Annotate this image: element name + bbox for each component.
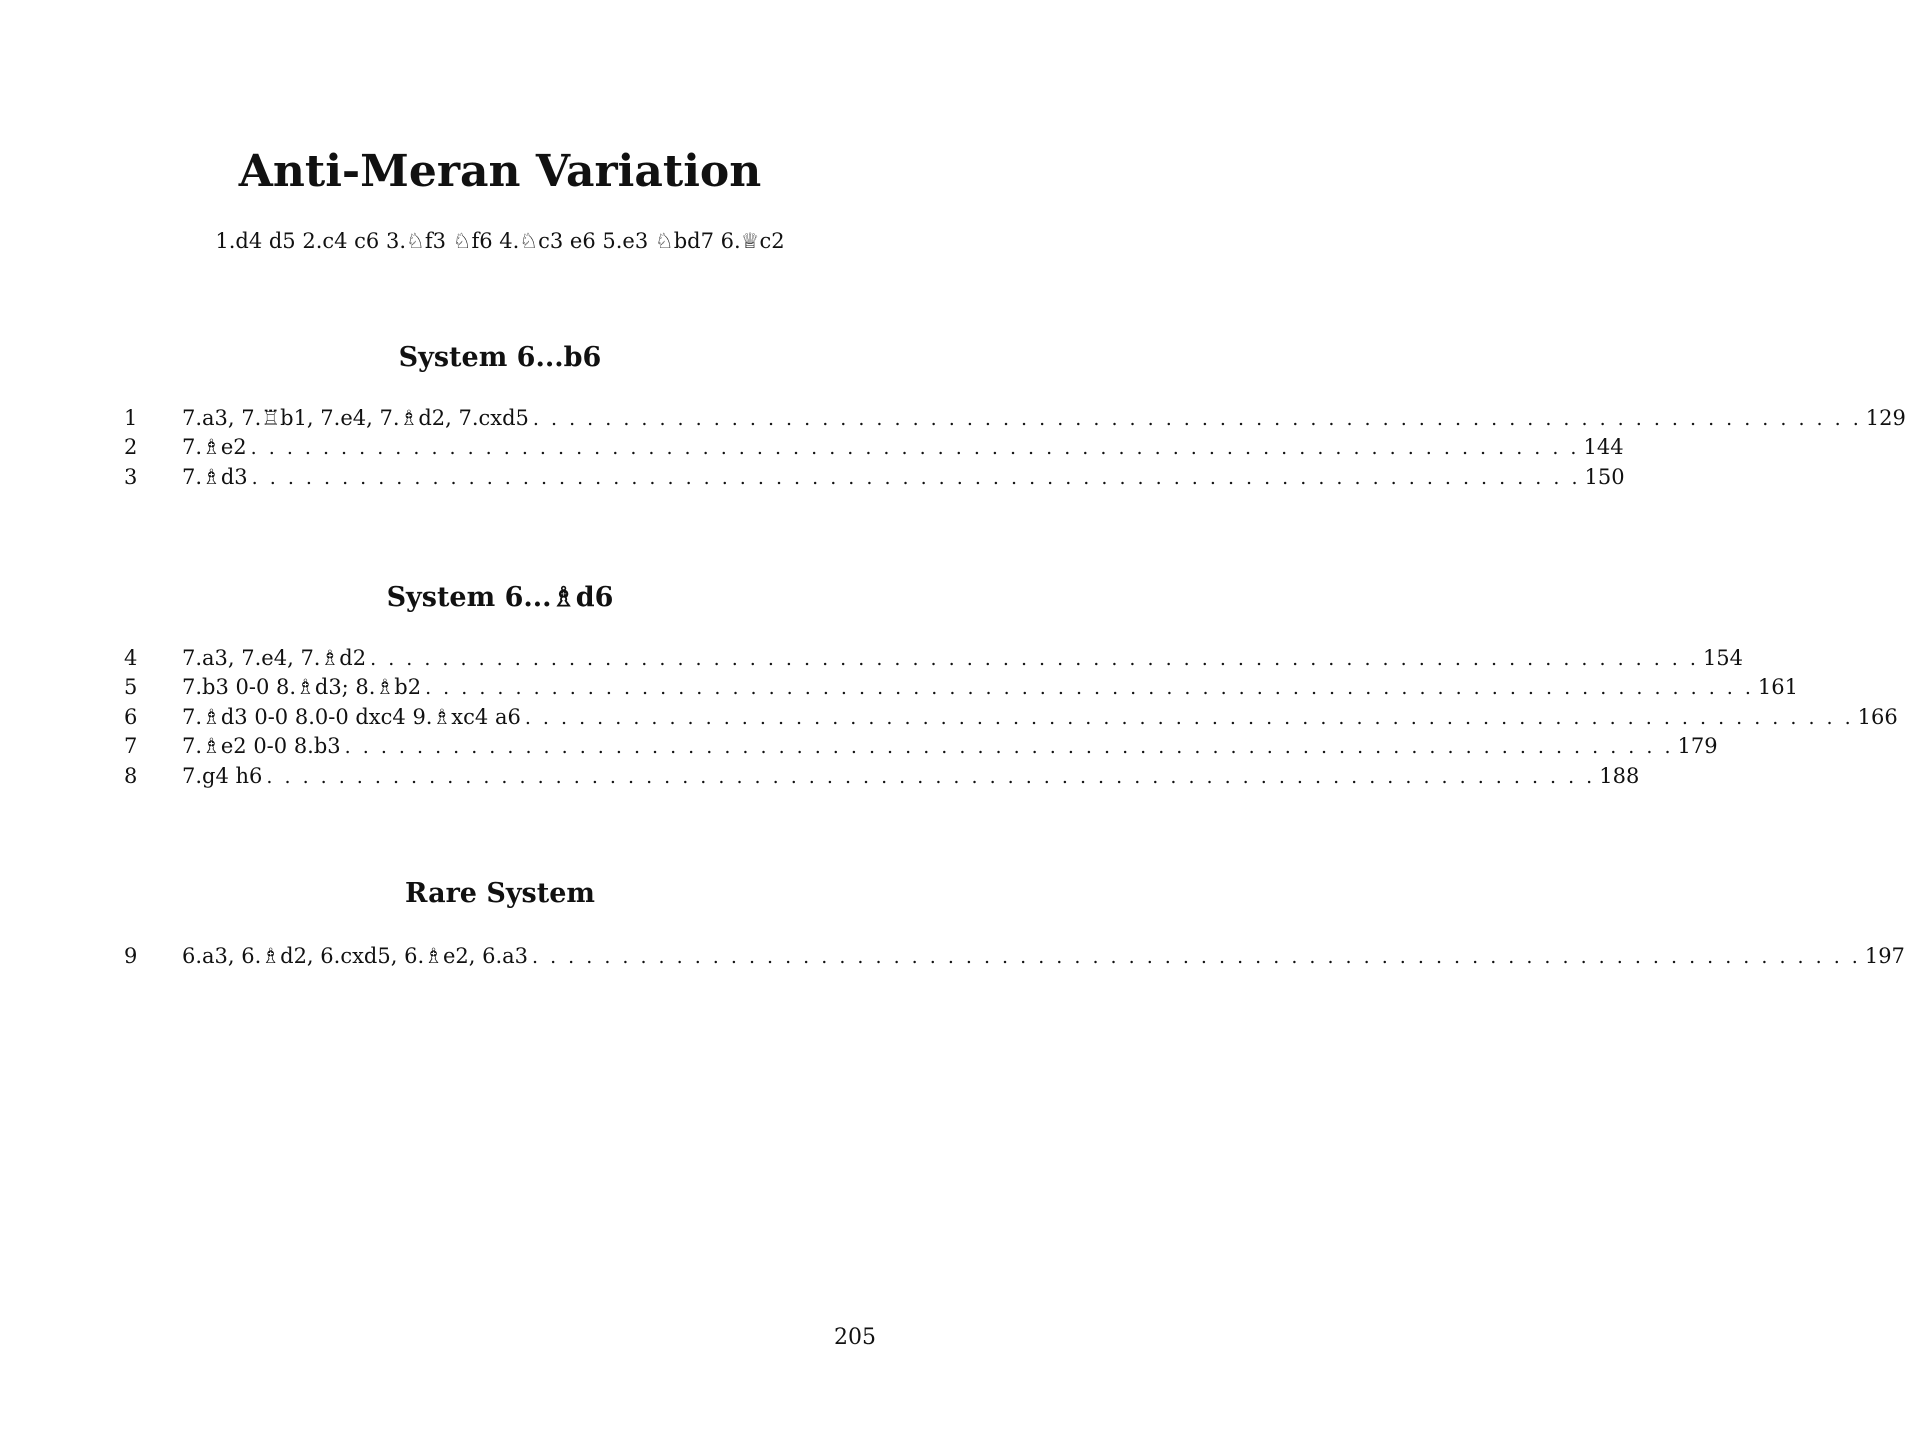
entry-number: 5	[124, 675, 138, 700]
entry-title: 7.♗e2 0-0 8.b3	[182, 734, 341, 759]
dot-leader: . . . . . . . . . . . . . . . . . . . . . . . . . . . . . . . . . . . . . . . . . . . . . . . . . . . . . . . . . . . . . . . . . . . . . . . . . .	[532, 408, 1862, 430]
entry-page: 166	[1857, 704, 1898, 729]
entry-title: 7.a3, 7.e4, 7.♗d2	[182, 646, 367, 670]
section-heading: Rare System	[405, 878, 595, 909]
entry-number: 3	[124, 464, 138, 489]
entry-title: 7.♗e2	[182, 435, 247, 460]
toc-entry	[124, 942, 1905, 971]
entry-page: 161	[1757, 675, 1799, 700]
toc-entry	[124, 644, 1744, 673]
dot-leader: . . . . . . . . . . . . . . . . . . . . . . . . . . . . . . . . . . . . . . . . . . . . . . . . . . . . . . . . . . . . . . . . . . . . . . . . . .	[524, 706, 1854, 729]
toc-entry	[124, 673, 1799, 702]
entry-number: 8	[124, 763, 138, 788]
toc-entry	[124, 703, 1898, 732]
page-number: 205	[834, 1325, 876, 1350]
entry-title: 6.a3, 6.♗d2, 6.cxd5, 6.♗e2, 6.a3	[182, 944, 528, 968]
opening-moves: 1.d4 d5 2.c4 c6 3.♘f3 ♘f6 4.♘c3 e6 5.e3 ♘bd7 6.♕c2	[215, 229, 785, 253]
entry-number: 2	[124, 435, 138, 460]
entry-number: 4	[124, 646, 138, 670]
toc-list-rare-system	[124, 942, 1905, 971]
section-heading: System 6...♗d6	[386, 582, 614, 613]
entry-number: 7	[124, 734, 138, 759]
toc-entry	[124, 463, 1625, 492]
dot-leader: . . . . . . . . . . . . . . . . . . . . . . . . . . . . . . . . . . . . . . . . . . . . . . . . . . . . . . . . . . . . . . . . . . . . . . . . . .	[251, 466, 1581, 489]
entry-number: 9	[124, 944, 138, 968]
entry-page: 144	[1583, 435, 1624, 460]
entry-page: 150	[1584, 464, 1625, 489]
entry-title: 7.g4 h6	[182, 763, 263, 788]
toc-entry	[124, 404, 1906, 433]
dot-leader: . . . . . . . . . . . . . . . . . . . . . . . . . . . . . . . . . . . . . . . . . . . . . . . . . . . . . . . . . . . . . . . . . . . . . . . . . .	[266, 765, 1596, 788]
toc-entry	[124, 433, 1624, 462]
toc-list-system-b6	[124, 404, 1906, 492]
entry-page: 154	[1702, 646, 1744, 670]
entry-number: 1	[124, 406, 138, 430]
dot-leader: . . . . . . . . . . . . . . . . . . . . . . . . . . . . . . . . . . . . . . . . . . . . . . . . . . . . . . . . . . . . . . . . . . . . . . . . . .	[425, 677, 1754, 700]
entry-title: 7.♗d3 0-0 8.0-0 dxc4 9.♗xc4 a6	[182, 704, 521, 729]
toc-entry	[124, 762, 1640, 791]
entry-page: 179	[1677, 734, 1718, 759]
dot-leader: . . . . . . . . . . . . . . . . . . . . . . . . . . . . . . . . . . . . . . . . . . . . . . . . . . . . . . . . . . . . . . . . . . . . . . . . . .	[250, 437, 1580, 460]
entry-title: 7.♗d3	[182, 464, 248, 489]
entry-title: 7.a3, 7.♖b1, 7.e4, 7.♗d2, 7.cxd5	[182, 406, 529, 430]
entry-page: 188	[1599, 763, 1640, 788]
toc-entry	[124, 732, 1718, 761]
dot-leader: . . . . . . . . . . . . . . . . . . . . . . . . . . . . . . . . . . . . . . . . . . . . . . . . . . . . . . . . . . . . . . . . . . . . . . . . . .	[370, 648, 1699, 670]
section-heading: System 6...b6	[398, 342, 602, 373]
entry-page: 197	[1864, 944, 1905, 968]
entry-page: 129	[1865, 406, 1906, 430]
dot-leader: . . . . . . . . . . . . . . . . . . . . . . . . . . . . . . . . . . . . . . . . . . . . . . . . . . . . . . . . . . . . . . . . . . . . . . . . . .	[532, 946, 1861, 968]
page-title: Anti-Meran Variation	[238, 146, 762, 197]
dot-leader: . . . . . . . . . . . . . . . . . . . . . . . . . . . . . . . . . . . . . . . . . . . . . . . . . . . . . . . . . . . . . . . . . . . . . . . . . .	[344, 736, 1674, 759]
toc-list-system-bd6	[124, 644, 1898, 791]
entry-number: 6	[124, 704, 138, 729]
entry-title: 7.b3 0-0 8.♗d3; 8.♗b2	[182, 675, 422, 700]
